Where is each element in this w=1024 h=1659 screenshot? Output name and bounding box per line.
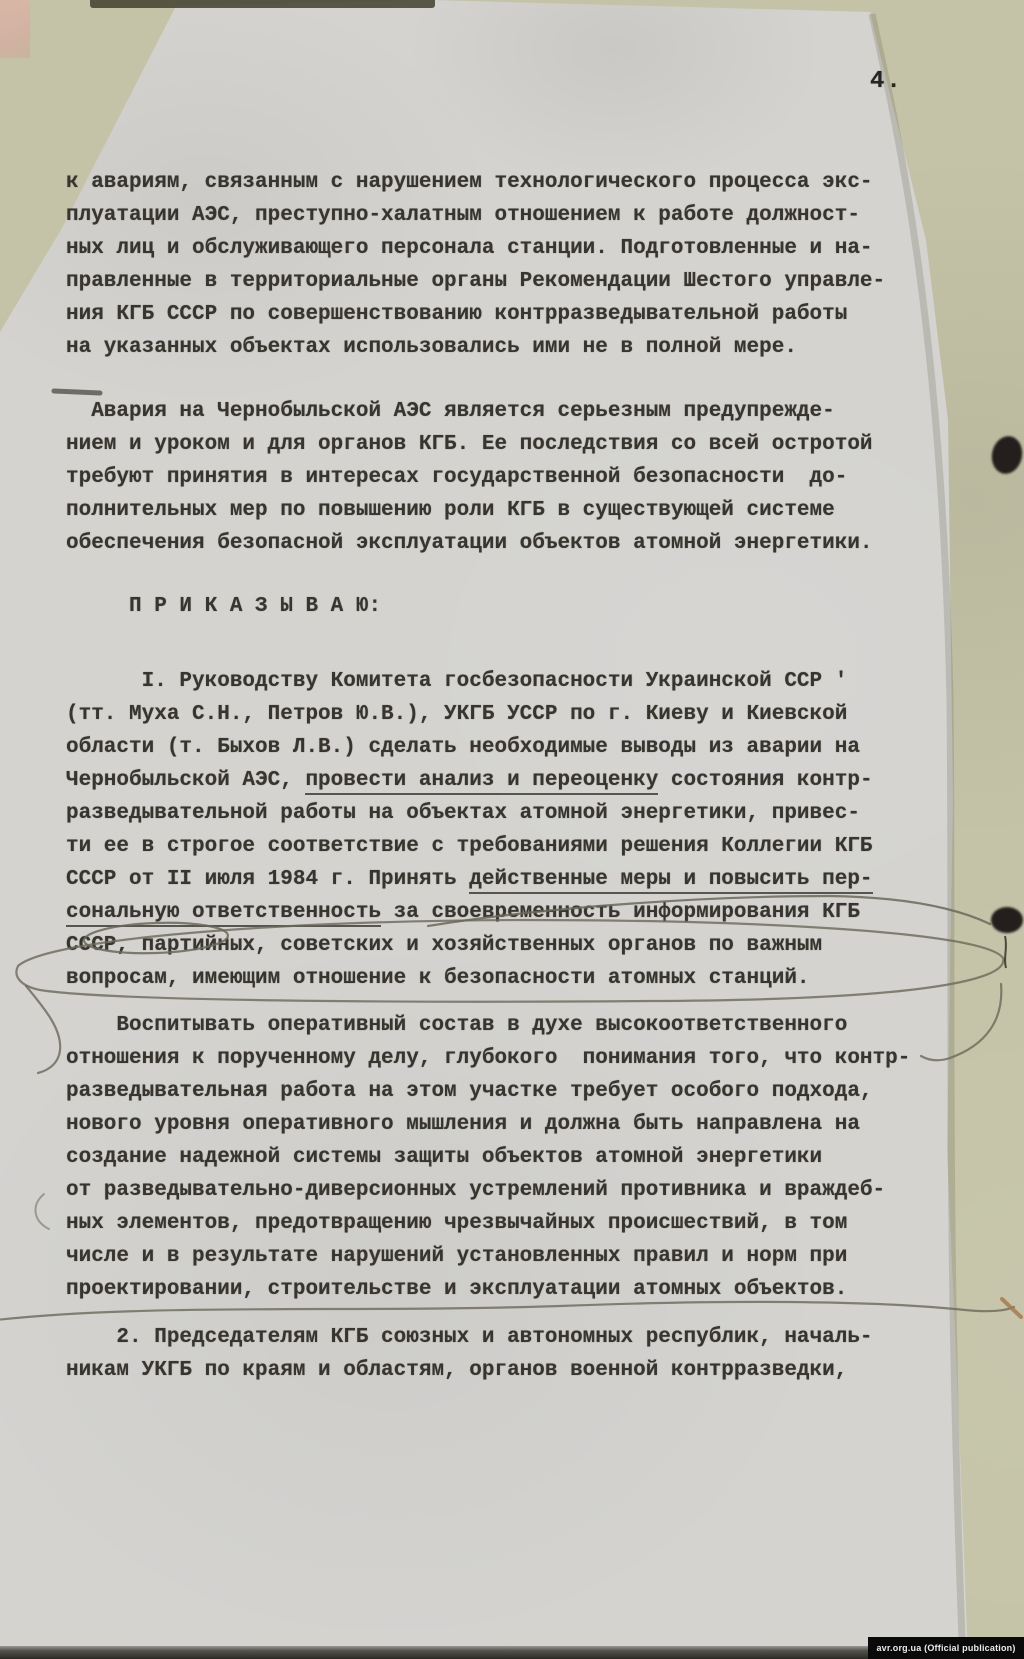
text-line xyxy=(66,1009,986,1042)
text-segment: от разведывательно-диверсионных устремлений противника и враждеб- xyxy=(66,1179,886,1202)
paragraph-vospityvat xyxy=(66,1009,986,1306)
text-segment: ных элементов, предотвращению чрезвычайных происшествий, в том xyxy=(66,1212,848,1235)
text-line xyxy=(66,232,986,265)
text-segment: отношения к порученному делу, глубокого понимания того, что контр- xyxy=(66,1047,911,1070)
watermark-label: avr.org.ua (Official publication) xyxy=(876,1643,1016,1653)
text-segment: П Р И К А З Ы В А Ю: xyxy=(66,595,382,618)
text-segment: состояния контр- xyxy=(658,769,873,792)
text-segment: Чернобыльской АЭС, xyxy=(66,769,306,792)
paragraph-chernobyl-lesson xyxy=(66,395,986,560)
text-line xyxy=(66,527,986,560)
text-line xyxy=(66,1141,986,1174)
text-line xyxy=(66,1075,986,1108)
text-segment: к авариям, связанным с нарушением технологического процесса экс- xyxy=(66,171,873,194)
text-line xyxy=(66,1273,986,1306)
corner-fold-pink xyxy=(0,0,30,58)
text-segment: (тт. Муха С.Н., Петров Ю.В.), УКГБ УССР по г. Киеву и Киевской xyxy=(66,703,848,726)
text-line xyxy=(66,428,986,461)
heading-prikazyvayu xyxy=(66,590,986,623)
text-line xyxy=(66,797,986,830)
text-segment: вопросам, имеющим отношение к безопасности атомных станций. xyxy=(66,967,810,990)
text-line xyxy=(66,1174,986,1207)
text-line xyxy=(66,830,986,863)
text-line xyxy=(66,731,986,764)
text-segment: ти ее в строгое соответствие с требованиями решения Коллегии КГБ xyxy=(66,835,873,858)
text-line xyxy=(66,1321,986,1354)
text-segment: ных лиц и обслуживающего персонала станции. Подготовленные и на- xyxy=(66,237,873,260)
text-line xyxy=(66,590,986,623)
text-line xyxy=(66,199,986,232)
text-segment: на указанных объектах использовались ими не в полной мере. xyxy=(66,336,797,359)
text-line xyxy=(66,962,986,995)
text-line xyxy=(66,1240,986,1273)
text-line xyxy=(66,665,986,698)
text-line xyxy=(66,461,986,494)
text-segment: разведывательная работа на этом участке требует особого подхода, xyxy=(66,1080,873,1103)
text-segment: 2. Председателям КГБ союзных и автономных республик, началь- xyxy=(66,1326,873,1349)
text-line xyxy=(66,1354,986,1387)
text-segment: полнительных мер по повышению роли КГБ в существующей системе xyxy=(66,499,835,522)
text-segment: за своевременность информирования КГБ xyxy=(381,901,860,924)
text-segment: ния КГБ СССР по совершенствованию контрразведывательной работы xyxy=(66,303,848,326)
text-line xyxy=(66,331,986,364)
order-item-1 xyxy=(66,665,986,995)
text-segment: правленные в территориальные органы Рекомендации Шестого управле- xyxy=(66,270,886,293)
text-segment: нием и уроком и для органов КГБ. Ее последствия со всей остротой xyxy=(66,433,873,456)
text-line xyxy=(66,494,986,527)
text-line xyxy=(66,698,986,731)
text-line xyxy=(66,929,986,962)
underlined-text: действенные меры и повысить пер- xyxy=(469,868,872,894)
text-line xyxy=(66,863,986,896)
text-segment: требуют принятия в интересах государственной безопасности до- xyxy=(66,466,848,489)
text-segment: проектировании, строительстве и эксплуатации атомных объектов. xyxy=(66,1278,848,1301)
text-segment: Воспитывать оперативный состав в духе высокоответственного xyxy=(66,1014,848,1037)
text-line xyxy=(66,1042,986,1075)
underlined-text: провести анализ и переоценку xyxy=(305,769,658,795)
text-segment: Авария на Чернобыльской АЭС является серьезным предупрежде- xyxy=(66,400,835,423)
text-segment: обеспечения безопасной эксплуатации объектов атомной энергетики. xyxy=(66,532,873,555)
text-segment: I. Руководству Комитета госбезопасности Украинской ССР ' xyxy=(66,670,848,693)
scan-edge-strip xyxy=(90,0,435,8)
page-number: 4. xyxy=(870,68,903,95)
text-segment: области (т. Быхов Л.В.) сделать необходимые выводы из аварии на xyxy=(66,736,860,759)
text-line xyxy=(66,1108,986,1141)
text-segment: плуатации АЭС, преступно-халатным отношением к работе должност- xyxy=(66,204,860,227)
text-segment: создание надежной системы защиты объектов атомной энергетики xyxy=(66,1146,823,1169)
text-block xyxy=(66,166,986,1387)
text-segment: никам УКГБ по краям и областям, органов военной контрразведки, xyxy=(66,1359,848,1382)
text-line xyxy=(66,298,986,331)
text-line xyxy=(66,1207,986,1240)
text-segment: СССР от II июля 1984 г. Принять xyxy=(66,868,470,891)
text-line xyxy=(66,764,986,797)
underlined-text: сональную ответственность xyxy=(66,901,381,927)
text-segment: разведывательной работы на объектах атомной энергетики, привес- xyxy=(66,802,860,825)
text-segment: СССР, партийных, советских и хозяйственных органов по важным xyxy=(66,934,823,957)
text-segment: нового уровня оперативного мышления и должна быть направлена на xyxy=(66,1113,860,1136)
text-segment: числе и в результате нарушений установленных правил и норм при xyxy=(66,1245,848,1268)
watermark xyxy=(868,1637,1024,1659)
text-line xyxy=(66,265,986,298)
order-item-2 xyxy=(66,1321,986,1387)
paragraph-accidents xyxy=(66,166,986,364)
text-line xyxy=(66,166,986,199)
text-line xyxy=(66,395,986,428)
text-line xyxy=(66,896,986,929)
